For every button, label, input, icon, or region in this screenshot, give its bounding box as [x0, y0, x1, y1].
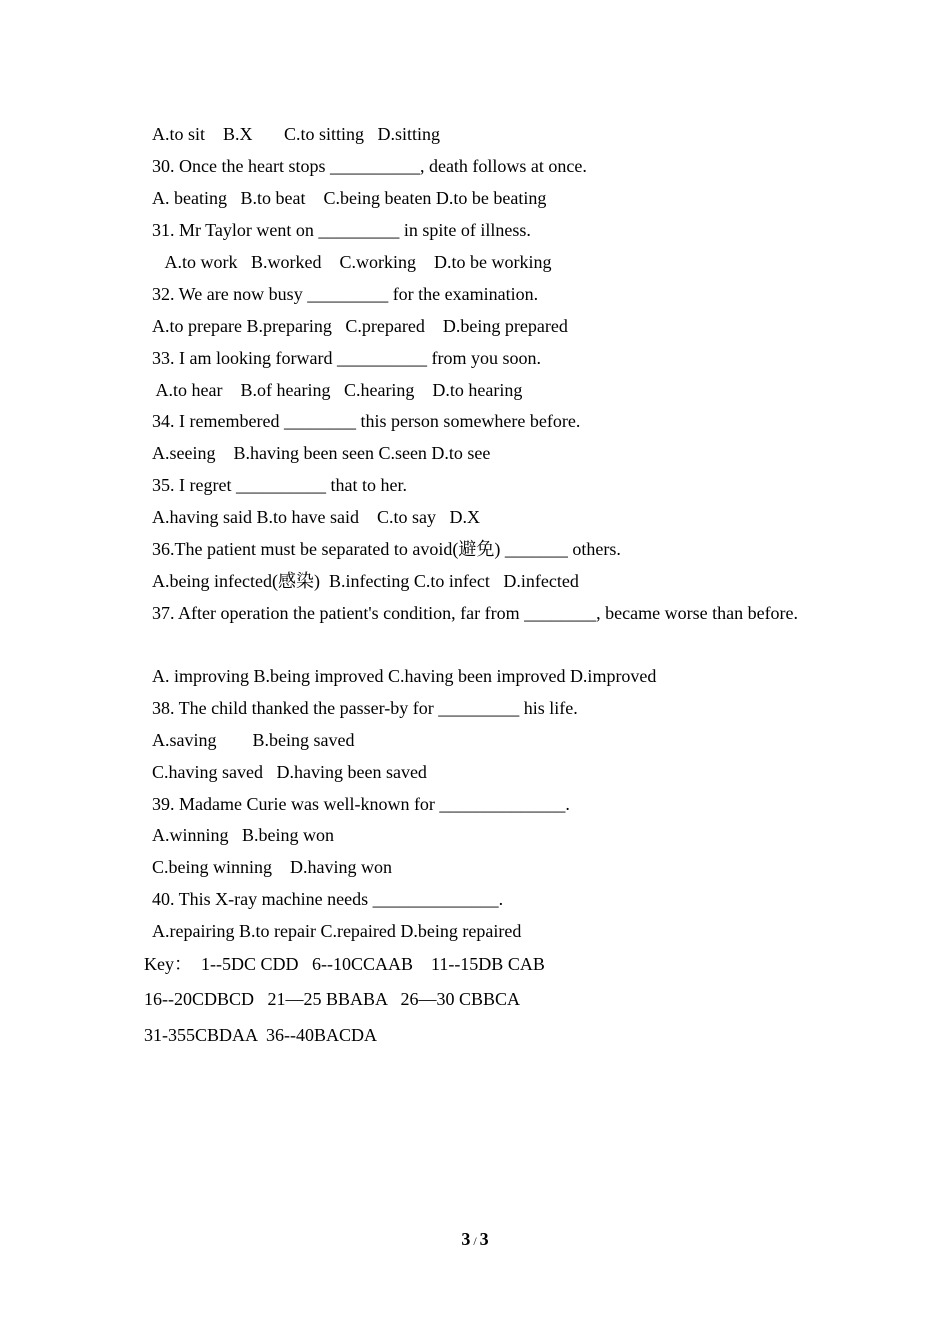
q37-question: 37. After operation the patient's condition, far from ________, became worse than before. — [152, 603, 799, 623]
page-separator: / — [473, 1234, 477, 1248]
q40-question: 40. This X-ray machine needs ______________. — [152, 889, 504, 909]
q36-question: 36.The patient must be separated to avoid(避免) _______ others. — [152, 539, 621, 559]
q34-options: A.seeing B.having been seen C.seen D.to see — [152, 443, 491, 463]
q31-question: 31. Mr Taylor went on _________ in spite of illness. — [152, 220, 531, 240]
q33-options: A.to hear B.of hearing C.hearing D.to hearing — [152, 380, 523, 400]
q32-question: 32. We are now busy _________ for the examination. — [152, 284, 539, 304]
q32-options: A.to prepare B.preparing C.prepared D.being prepared — [152, 316, 568, 336]
q40-options: A.repairing B.to repair C.repaired D.being repaired — [152, 921, 522, 941]
total-pages-number: 3 — [479, 1229, 489, 1249]
answer-key-line-1: Key： 1--5DC CDD 6--10CCAAB 11--15DB CAB — [144, 954, 545, 974]
current-page-number: 3 — [461, 1229, 471, 1249]
q35-question: 35. I regret __________ that to her. — [152, 475, 407, 495]
answer-key-line-2: 16--20CDBCD 21—25 BBABA 26—30 CBBCA — [144, 989, 521, 1009]
q39-options-a-b: A.winning B.being won — [152, 825, 334, 845]
q39-options-c-d: C.being winning D.having won — [152, 857, 392, 877]
q34-question: 34. I remembered ________ this person somewhere before. — [152, 411, 581, 431]
q29-options: A.to sit B.X C.to sitting D.sitting — [152, 124, 441, 144]
q39-question: 39. Madame Curie was well-known for ______________. — [152, 794, 570, 814]
q38-question: 38. The child thanked the passer-by for _________ his life. — [152, 698, 578, 718]
q38-options-c-d: C.having saved D.having been saved — [152, 762, 427, 782]
q31-options: A.to work B.worked C.working D.to be working — [152, 252, 552, 272]
page-number — [0, 1228, 950, 1252]
q37-options: A. improving B.being improved C.having been improved D.improved — [152, 666, 657, 686]
answer-key-line-3: 31-355CBDAA 36--40BACDA — [144, 1025, 378, 1045]
q30-question: 30. Once the heart stops __________, death follows at once. — [152, 156, 587, 176]
q33-question: 33. I am looking forward __________ from you soon. — [152, 348, 541, 368]
q35-options: A.having said B.to have said C.to say D.X — [152, 507, 480, 527]
q38-options-a-b: A.saving B.being saved — [152, 730, 355, 750]
q36-options: A.being infected(感染) B.infecting C.to infect D.infected — [152, 571, 579, 591]
q30-options: A. beating B.to beat C.being beaten D.to be beating — [152, 188, 547, 208]
